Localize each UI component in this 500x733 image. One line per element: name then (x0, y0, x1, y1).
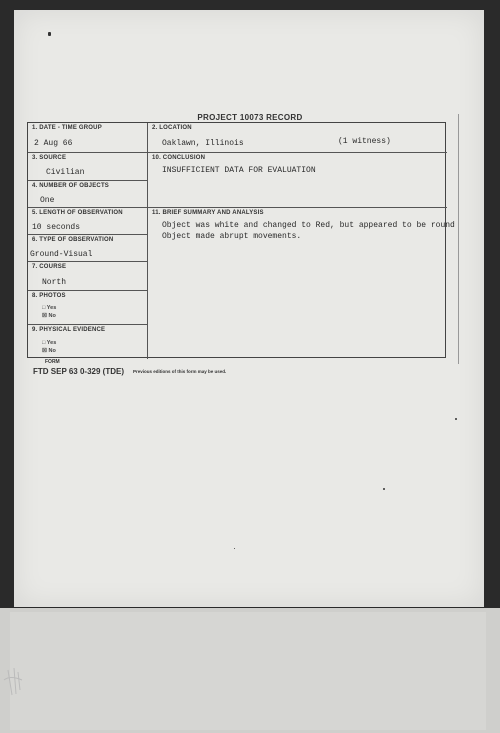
speck (383, 488, 385, 490)
form-title: PROJECT 10073 RECORD (197, 113, 303, 122)
conclusion-label: 10. CONCLUSION (152, 155, 206, 161)
location-value: Oaklawn, Illinois (162, 139, 244, 148)
source-cell (28, 153, 148, 181)
evidence-no-label: No (48, 348, 56, 354)
course-label: 7. COURSE (32, 264, 67, 270)
photos-yes-label: Yes (46, 305, 57, 311)
photos-yes-checkbox: □ (42, 305, 46, 311)
summary-line-2: Object made abrupt movements. (162, 232, 302, 241)
physical-evidence-cell (28, 325, 148, 359)
photos-no (42, 313, 56, 319)
handwriting-mark (0, 650, 40, 710)
type-value: Ground-Visual (30, 250, 93, 259)
speck (455, 418, 457, 420)
record-form (27, 122, 455, 358)
length-cell (28, 208, 148, 235)
form-id: FTD SEP 63 0-329 (TDE) (33, 367, 124, 376)
speck (48, 32, 51, 36)
speck (234, 548, 235, 549)
date-time-cell (28, 123, 148, 153)
evidence-no (42, 348, 56, 354)
length-label: 5. LENGTH OF OBSERVATION (32, 210, 123, 216)
backing-sheet-inner (10, 612, 486, 730)
margin-rule (458, 114, 459, 364)
photos-yes (42, 305, 56, 311)
conclusion-value: INSUFFICIENT DATA FOR EVALUATION (162, 166, 316, 175)
conclusion-cell (148, 153, 447, 208)
evidence-yes-label: Yes (46, 340, 57, 346)
photos-no-checkbox: ☒ (42, 313, 47, 319)
evidence-no-checkbox: ☒ (42, 348, 47, 354)
length-value: 10 seconds (32, 223, 81, 232)
form-word: FORM (45, 359, 60, 365)
photos-no-label: No (48, 313, 56, 319)
course-cell (28, 262, 148, 291)
source-label: 3. SOURCE (32, 155, 67, 161)
summary-line-1: Object was white and changed to Red, but appeared to be round (162, 221, 455, 230)
number-of-objects-value: One (40, 196, 55, 205)
photos-label: 8. PHOTOS (32, 293, 66, 299)
date-time-value: 2 Aug 66 (34, 139, 73, 148)
previous-editions-note: Previous editions of this form may be used. (133, 369, 227, 374)
course-value: North (42, 278, 67, 287)
type-cell (28, 235, 148, 262)
type-label: 6. TYPE OF OBSERVATION (32, 237, 114, 243)
number-of-objects-cell (28, 181, 148, 208)
source-value: Civilian (46, 168, 85, 177)
location-label: 2. LOCATION (152, 125, 192, 131)
evidence-yes-checkbox: □ (42, 340, 46, 346)
location-cell (148, 123, 447, 153)
witness-count: (1 witness) (338, 137, 391, 146)
photos-cell (28, 291, 148, 325)
backing-sheet (0, 608, 500, 733)
physical-evidence-label: 9. PHYSICAL EVIDENCE (32, 327, 106, 333)
evidence-yes (42, 340, 56, 346)
summary-cell (148, 208, 455, 359)
summary-label: 11. BRIEF SUMMARY AND ANALYSIS (152, 210, 264, 216)
date-time-label: 1. DATE - TIME GROUP (32, 125, 102, 131)
number-of-objects-label: 4. NUMBER OF OBJECTS (32, 183, 110, 189)
